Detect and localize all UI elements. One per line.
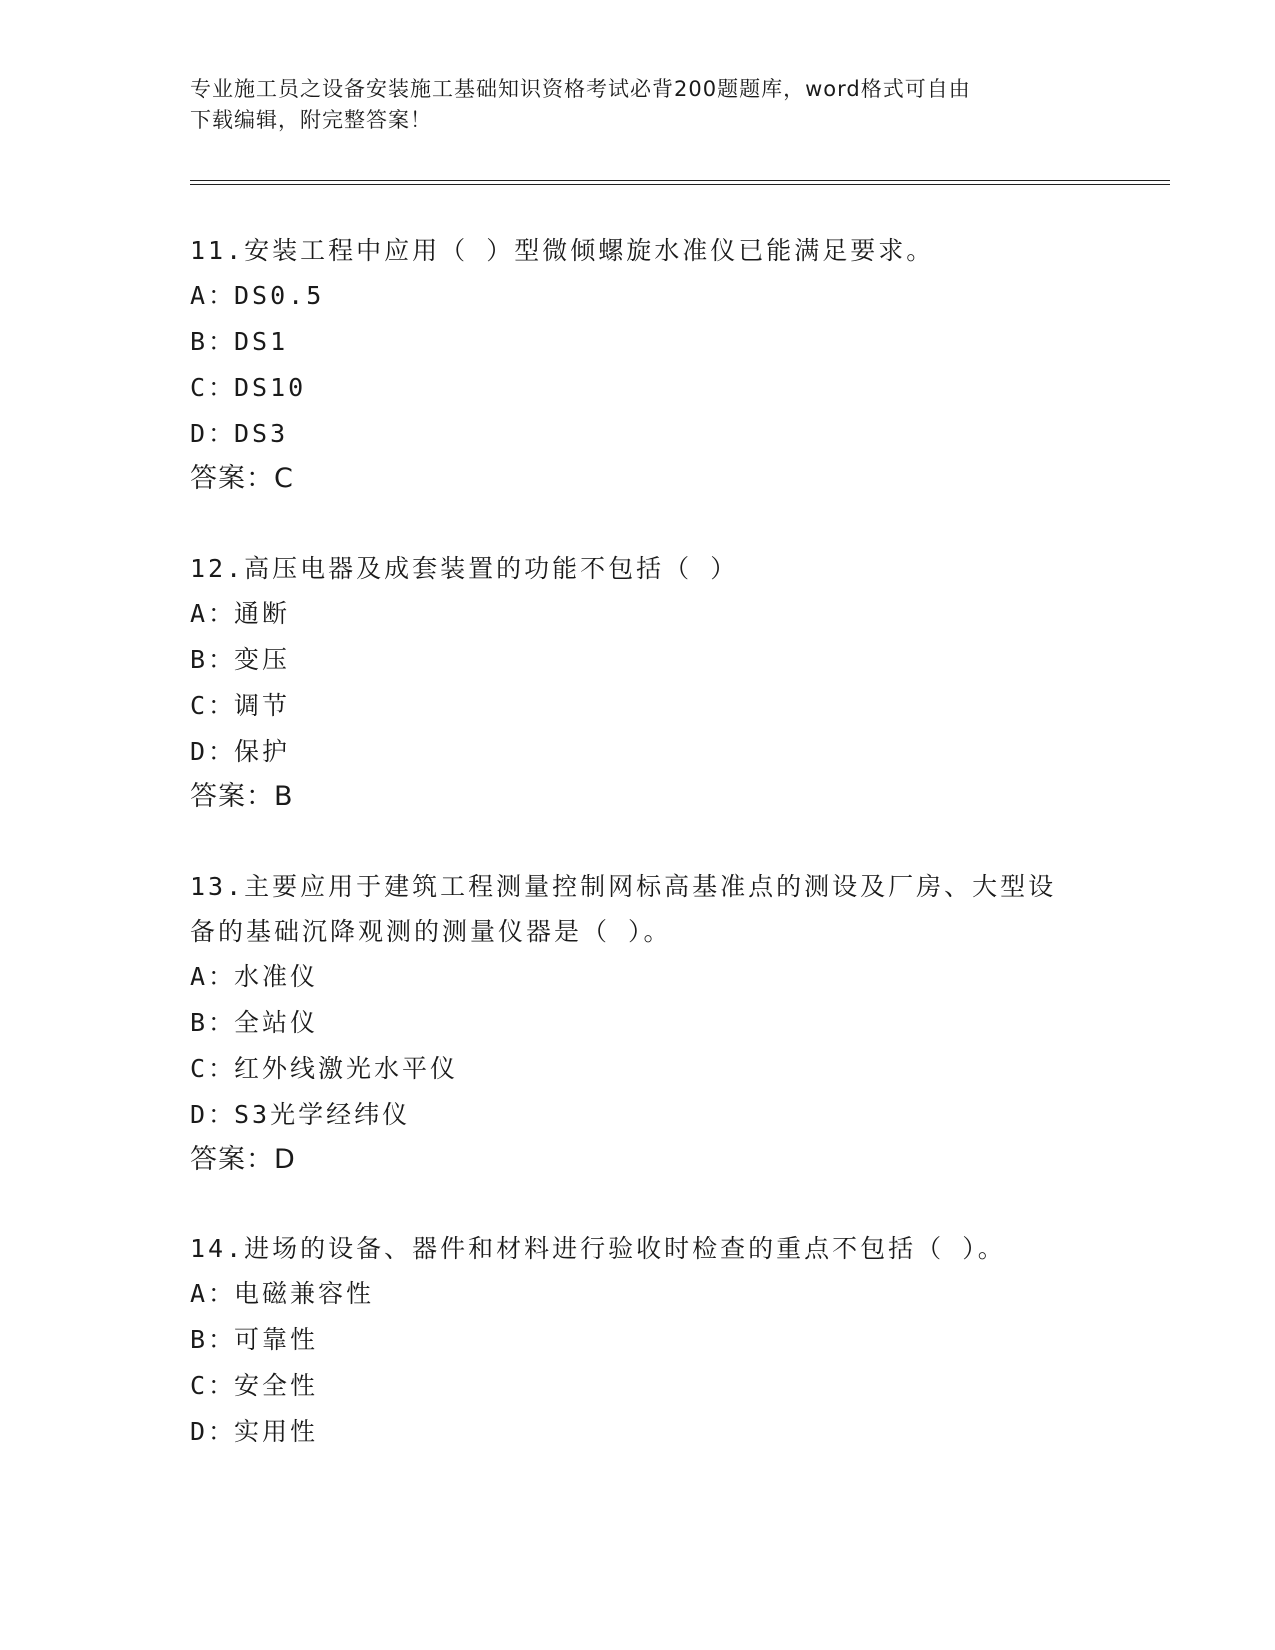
question-stem: 12.高压电器及成套装置的功能不包括（ ）: [190, 554, 739, 583]
option-letter: D：: [190, 737, 237, 766]
option-text: 实用性: [234, 1417, 319, 1446]
document-header: [190, 74, 1090, 136]
option-text: 全站仪: [234, 1008, 319, 1037]
option-b: [190, 1317, 1090, 1363]
option-letter: A：: [190, 962, 237, 991]
option-letter: D：: [190, 419, 237, 448]
option-a: [190, 591, 1090, 637]
option-letter: B：: [190, 1325, 237, 1354]
question-14: [190, 1226, 1090, 1455]
option-letter: C：: [190, 373, 237, 402]
option-letter: A：: [190, 599, 237, 628]
question-stem-line-2: 备的基础沉降观测的测量仪器是（ ）。: [190, 917, 672, 946]
option-b: [190, 637, 1090, 683]
option-letter: B：: [190, 1008, 237, 1037]
question-stem: 11.安装工程中应用（ ）型微倾螺旋水准仪已能满足要求。: [190, 236, 935, 265]
header-line-1: 专业施工员之设备安装施工基础知识资格考试必背200题题库，word格式可自由: [190, 77, 971, 101]
option-text: 红外线激光水平仪: [234, 1054, 459, 1083]
option-text: DS1: [234, 327, 289, 356]
option-d: [190, 1092, 1090, 1138]
option-c: [190, 365, 1090, 411]
answer-line: 答案：B: [190, 781, 294, 812]
header-line-2: 下载编辑，附完整答案！: [190, 108, 432, 132]
option-text: 安全性: [234, 1371, 319, 1400]
option-b: [190, 319, 1090, 365]
option-letter: B：: [190, 327, 237, 356]
question-11: [190, 228, 1090, 501]
option-text: S3光学经纬仪: [234, 1100, 411, 1129]
question-13: [190, 864, 1090, 1182]
answer-line: 答案：C: [190, 463, 294, 494]
option-c: [190, 683, 1090, 729]
option-b: [190, 1000, 1090, 1046]
question-stem: 14.进场的设备、器件和材料进行验收时检查的重点不包括（ ）。: [190, 1234, 1006, 1263]
option-letter: C：: [190, 1054, 237, 1083]
option-letter: D：: [190, 1100, 237, 1129]
option-letter: B：: [190, 645, 237, 674]
option-letter: A：: [190, 281, 237, 310]
option-d: [190, 411, 1090, 457]
option-c: [190, 1046, 1090, 1092]
option-a: [190, 273, 1090, 319]
option-text: 调节: [234, 691, 291, 720]
option-a: [190, 954, 1090, 1000]
option-text: 水准仪: [234, 962, 319, 991]
option-letter: C：: [190, 1371, 237, 1400]
option-text: DS0.5: [234, 281, 325, 310]
option-a: [190, 1271, 1090, 1317]
option-text: 电磁兼容性: [234, 1279, 375, 1308]
option-letter: D：: [190, 1417, 237, 1446]
question-12: [190, 546, 1090, 819]
option-c: [190, 1363, 1090, 1409]
option-text: 可靠性: [234, 1325, 319, 1354]
option-d: [190, 729, 1090, 775]
option-text: 保护: [234, 737, 291, 766]
header-divider-top: [190, 180, 1170, 181]
option-d: [190, 1409, 1090, 1455]
answer-line: 答案：D: [190, 1144, 296, 1175]
question-stem-line-1: 13.主要应用于建筑工程测量控制网标高基准点的测设及厂房、大型设: [190, 872, 1057, 901]
option-text: DS10: [234, 373, 307, 402]
header-divider-bottom: [190, 184, 1170, 185]
option-text: 变压: [234, 645, 291, 674]
option-letter: C：: [190, 691, 237, 720]
option-text: DS3: [234, 419, 289, 448]
option-text: 通断: [234, 599, 291, 628]
option-letter: A：: [190, 1279, 237, 1308]
